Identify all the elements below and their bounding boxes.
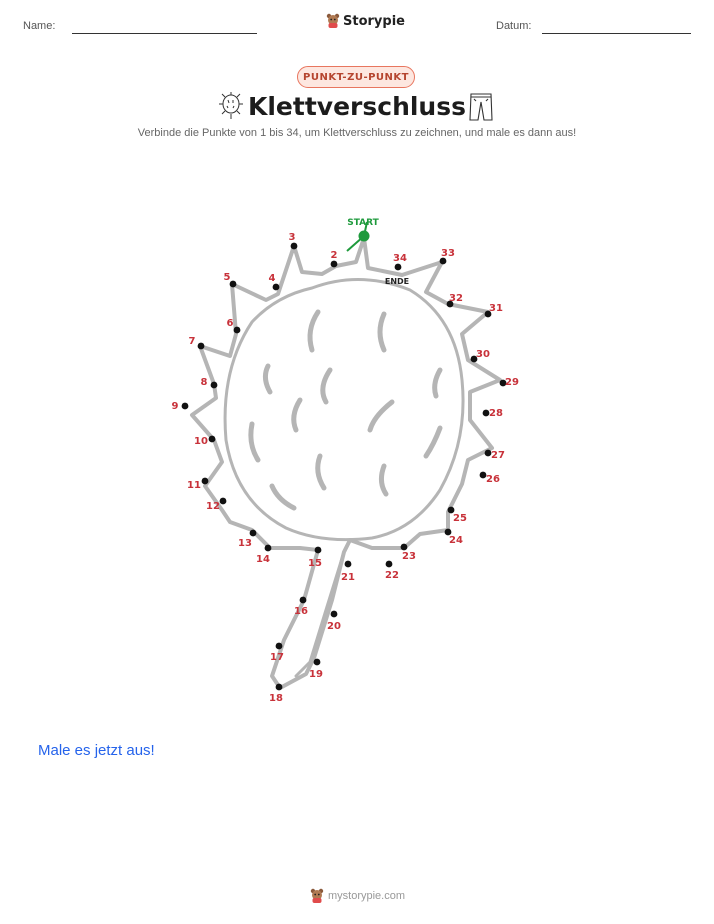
dot-10[interactable] bbox=[209, 436, 216, 443]
dot-label-19: 19 bbox=[309, 669, 323, 680]
dot-label-13: 13 bbox=[238, 538, 252, 549]
activity-badge: PUNKT-ZU-PUNKT bbox=[297, 66, 415, 88]
dot-17[interactable] bbox=[276, 643, 283, 650]
dot-label-3: 3 bbox=[288, 232, 296, 243]
dot-label-31: 31 bbox=[489, 303, 503, 314]
dot-label-30: 30 bbox=[476, 349, 490, 360]
dot-label-33: 33 bbox=[441, 248, 455, 259]
dot-20[interactable] bbox=[331, 611, 338, 618]
dot-18[interactable] bbox=[276, 684, 283, 691]
dot-23[interactable] bbox=[401, 544, 408, 551]
dot-label-7: 7 bbox=[188, 336, 196, 347]
dot-label-21: 21 bbox=[341, 572, 355, 583]
dot-label-14: 14 bbox=[256, 554, 270, 565]
dot-11[interactable] bbox=[202, 478, 209, 485]
texture-marks bbox=[251, 312, 440, 508]
dot-label-12: 12 bbox=[206, 501, 220, 512]
dot-21[interactable] bbox=[345, 561, 352, 568]
dot-12[interactable] bbox=[220, 498, 227, 505]
dot-34[interactable] bbox=[395, 264, 402, 271]
faint-outline bbox=[192, 238, 500, 688]
dot-label-16: 16 bbox=[294, 606, 308, 617]
dot-label-10: 10 bbox=[194, 436, 208, 447]
dot-7[interactable] bbox=[198, 343, 205, 350]
dot-13[interactable] bbox=[250, 530, 257, 537]
dot-label-34: 34 bbox=[393, 253, 407, 264]
dot-label-18: 18 bbox=[269, 693, 283, 704]
dot-14[interactable] bbox=[265, 545, 272, 552]
dot-8[interactable] bbox=[211, 382, 218, 389]
dot-16[interactable] bbox=[300, 597, 307, 604]
dot-label-2: 2 bbox=[330, 250, 338, 261]
dot-label-4: 4 bbox=[268, 273, 276, 284]
page-title: Klettverschluss bbox=[247, 92, 466, 121]
color-prompt: Male es jetzt aus! bbox=[38, 742, 155, 759]
dot-label-23: 23 bbox=[402, 551, 416, 562]
footer bbox=[310, 888, 405, 904]
end-label: ENDE bbox=[384, 277, 410, 286]
footer-url[interactable]: mystorypie.com bbox=[328, 890, 406, 902]
dot-label-5: 5 bbox=[223, 272, 231, 283]
dot-label-22: 22 bbox=[385, 570, 399, 581]
dot-label-9: 9 bbox=[171, 401, 179, 412]
instructions: Verbinde die Punkte von 1 bis 34, um Klettverschluss zu zeichnen, und male es dann aus! bbox=[137, 127, 577, 139]
dot-label-11: 11 bbox=[187, 480, 201, 491]
dot-15[interactable] bbox=[315, 547, 322, 554]
dot-2[interactable] bbox=[331, 261, 338, 268]
dot-4[interactable] bbox=[273, 284, 280, 291]
dot-label-15: 15 bbox=[308, 558, 322, 569]
dot-label-32: 32 bbox=[449, 293, 463, 304]
dot-label-29: 29 bbox=[505, 377, 519, 388]
dot-3[interactable] bbox=[291, 243, 298, 250]
dot-22[interactable] bbox=[386, 561, 393, 568]
dot-6[interactable] bbox=[234, 327, 241, 334]
dot-5[interactable] bbox=[230, 281, 237, 288]
dot-label-27: 27 bbox=[491, 450, 505, 461]
dot-label-26: 26 bbox=[486, 474, 500, 485]
dot-label-6: 6 bbox=[226, 318, 234, 329]
dot-label-25: 25 bbox=[453, 513, 467, 524]
dot-label-17: 17 bbox=[270, 652, 284, 663]
bear-icon bbox=[310, 888, 324, 904]
name-label: Name: bbox=[23, 20, 56, 32]
dot-9[interactable] bbox=[182, 403, 189, 410]
brand-name: Storypie bbox=[343, 13, 405, 29]
burr-inner-outline bbox=[225, 279, 463, 539]
dot-label-20: 20 bbox=[327, 621, 341, 632]
dot-19[interactable] bbox=[314, 659, 321, 666]
dot-label-28: 28 bbox=[489, 408, 503, 419]
dot-label-24: 24 bbox=[449, 535, 463, 546]
dot-label-8: 8 bbox=[200, 377, 208, 388]
start-label: START bbox=[347, 218, 379, 228]
date-label: Datum: bbox=[496, 20, 532, 32]
start-dot[interactable] bbox=[359, 231, 370, 242]
